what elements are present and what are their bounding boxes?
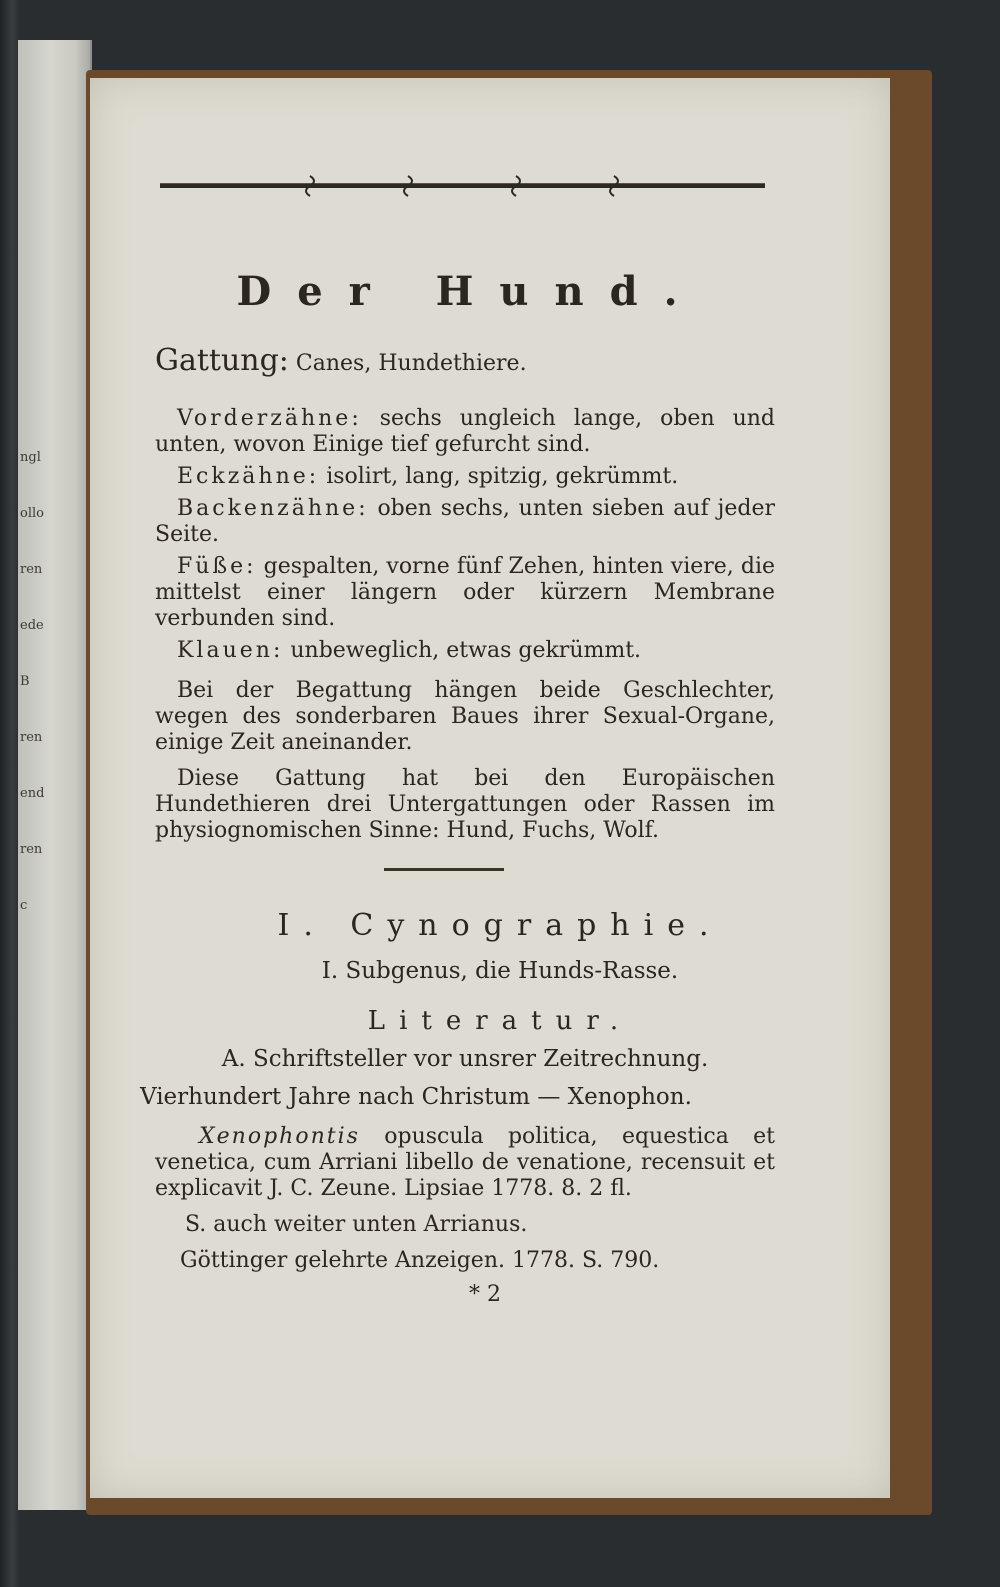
genus-value: Canes, Hundethiere.: [295, 351, 527, 376]
literature-heading: Literatur.: [367, 1006, 633, 1036]
fragment: ren: [20, 730, 43, 745]
paragraph-feet: [155, 554, 775, 632]
paragraph-text: isolirt, lang, spitzig, gekrümmt.: [326, 464, 679, 489]
page-title: Der Hund.: [236, 268, 704, 315]
paragraph-claws: [155, 638, 775, 664]
citation-text: opuscula politica, equestica et venetica, cum Arriani libello de venatione, recensuit et explicavit J. C. Zeune. Lipsiae 1778. 8. 2 fl.: [155, 1124, 775, 1201]
signature-mark: * 2: [469, 1282, 501, 1307]
facing-page-fragments: [18, 430, 90, 934]
book-page: [90, 78, 890, 1498]
paragraph-molars: [155, 496, 775, 548]
paragraph-mating: [155, 678, 775, 756]
fragment: c: [20, 898, 28, 913]
subgenus-heading: I. Subgenus, die Hunds-Rasse.: [321, 958, 679, 984]
term: Backenzähne:: [177, 496, 369, 521]
fragment: ren: [20, 842, 43, 857]
genus-label: Gattung:: [155, 343, 289, 378]
fragment: end: [20, 786, 45, 801]
paragraph-subgenera: [155, 766, 775, 844]
paragraph-text: unbeweglich, etwas gekrümmt.: [290, 638, 642, 663]
goettingen-line: Göttinger gelehrte Anzeigen. 1778. S. 790.: [180, 1248, 660, 1273]
paragraph-text: gespalten, vorne fünf Zehen, hinten viere, die mittelst einer längern oder kürzern Membrane verbunden sind.: [155, 554, 776, 631]
term: Vorderzähne:: [177, 406, 362, 431]
paragraph-text: oben sechs, unten sieben auf jeder Seite.: [155, 496, 776, 547]
term: Klauen:: [177, 638, 284, 663]
section-heading: I. Cynographie.: [277, 908, 723, 943]
book-spine-shadow: [0, 0, 20, 1587]
fragment: B: [20, 674, 30, 689]
term: Eckzähne:: [177, 464, 320, 489]
citation: [155, 1124, 775, 1202]
paragraph-text: sechs ungleich lange, oben und unten, wovon Einige tief gefurcht sind.: [155, 406, 775, 457]
fragment: ede: [20, 618, 44, 633]
ornament-rule-icon: [160, 174, 765, 198]
paragraph-front-teeth: [155, 406, 775, 458]
see-also-line: S. auch weiter unten Arrianus.: [185, 1212, 528, 1237]
facing-page-edge: [18, 40, 92, 1510]
fragment: ren: [20, 562, 43, 577]
term: Füße:: [177, 554, 257, 579]
section-divider: [384, 868, 504, 871]
genus-line: [155, 343, 775, 378]
subsection-a: A. Schriftsteller vor unsrer Zeitrechnung.: [221, 1046, 709, 1072]
paragraph-text: Bei der Begattung hängen beide Geschlechter, wegen des sonderbaren Baues ihrer Sexual-Organe, einige Zeit aneinander.: [155, 678, 775, 755]
paragraph-canines: [155, 464, 775, 490]
citation-author: Xenophontis: [199, 1124, 360, 1149]
fragment: ollo: [20, 506, 44, 521]
fragment: ngl: [20, 450, 41, 465]
paragraph-text: Diese Gattung hat bei den Europäischen Hundethieren drei Untergattungen oder Rassen im physiognomischen Sinne: Hund, Fuchs, Wolf.: [155, 766, 775, 843]
century-line: Vierhundert Jahre nach Christum — Xenophon.: [140, 1084, 692, 1110]
